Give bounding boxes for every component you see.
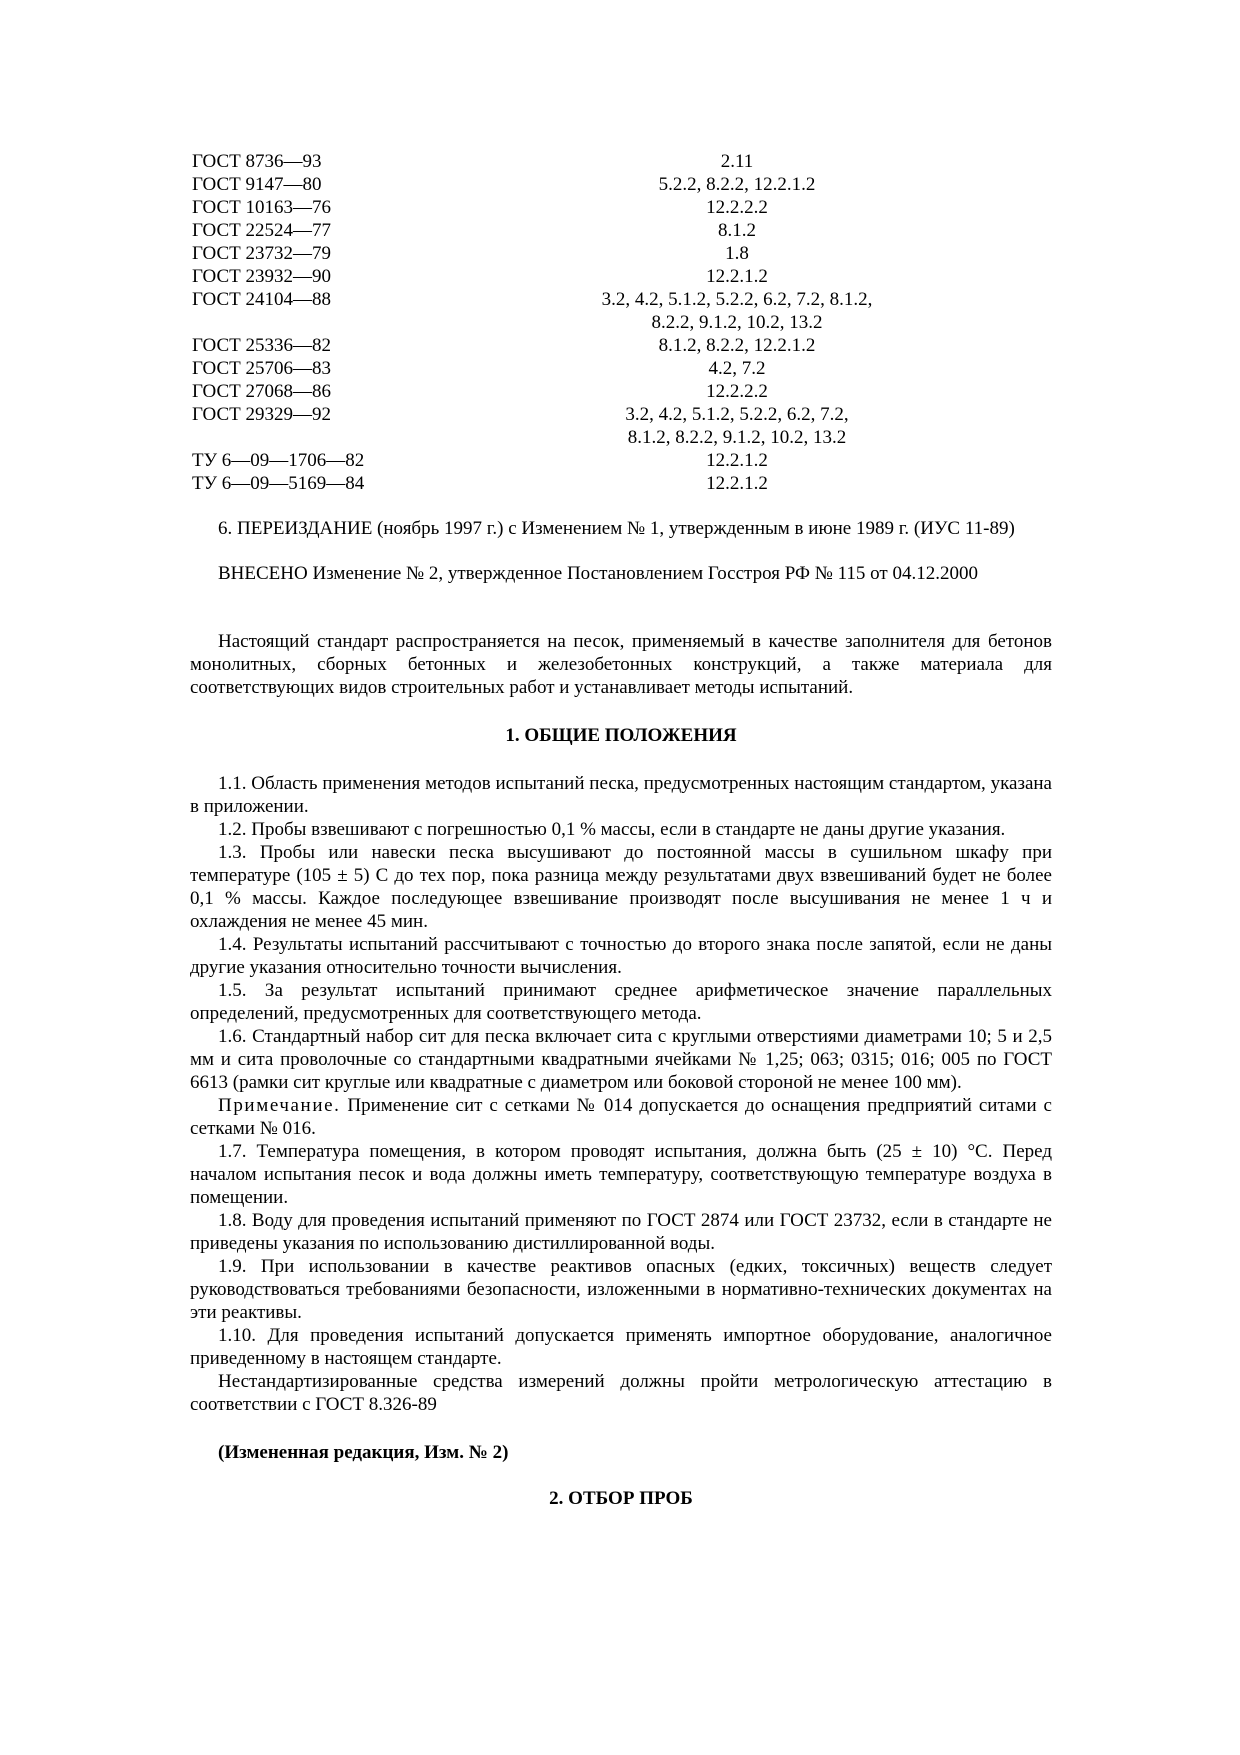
reference-row (190, 311, 1052, 334)
clause-1-10-continuation: Нестандартизированные средства измерений должны пройти метрологическую аттестацию в соответствии с ГОСТ 8.326-89 (190, 1371, 1052, 1415)
document-page (190, 150, 1052, 1510)
reference-standard: ГОСТ 8736—93 (192, 151, 322, 172)
section-2-title: 2. ОТБОР ПРОБ (549, 1488, 693, 1509)
reference-clauses: 4.2, 7.2 (708, 358, 766, 379)
section-1-title: 1. ОБЩИЕ ПОЛОЖЕНИЯ (505, 725, 737, 746)
reference-row (190, 426, 1052, 449)
edit-note: (Измененная редакция, Изм. № 2) (218, 1442, 509, 1463)
reference-standard: ГОСТ 24104—88 (192, 289, 331, 310)
reference-row (190, 334, 1052, 357)
clause-1-3: 1.3. Пробы или навески песка высушивают до постоянной массы в сушильном шкафу при температуре (105 ± 5) С до тех пор, пока разница между результатами двух взвешиваний будет не более 0,1 % массы. Каждое последующее взвешивание производят после высушивания не менее 1 ч и охлаждения не менее 45 мин. (190, 842, 1052, 932)
reference-standard: ТУ 6—09—1706—82 (192, 450, 365, 471)
clause-1-9: 1.9. При использовании в качестве реактивов опасных (едких, токсичных) веществ следует руководствоваться требованиями безопасности, изложенными в нормативно-технических документах на эти реактивы. (190, 1256, 1052, 1323)
clause-1-6: 1.6. Стандартный набор сит для песка включает сита с круглыми отверстиями диаметрами 10; 5 и 2,5 мм и сита проволочные со стандартными квадратными ячейками № 1,25; 063; 0315; 016; 005 по ГОСТ 6613 (рамки сит круглые или квадратные с диаметром или боковой стороной не менее 100 мм). (190, 1026, 1052, 1093)
reference-row (190, 357, 1052, 380)
scope-paragraph: Настоящий стандарт распространяется на песок, применяемый в качестве заполнителя для бетонов монолитных, сборных бетонных и железобетонных конструкций, а также материала для соответствующих видов строительных работ и устанавливает методы испытаний. (190, 631, 1052, 698)
clause-1-4: 1.4. Результаты испытаний рассчитывают с точностью до второго знака после запятой, если не даны другие указания относительно точности вычисления. (190, 934, 1052, 978)
reference-row (190, 173, 1052, 196)
reference-standard: ГОСТ 25336—82 (192, 335, 331, 356)
reference-row (190, 265, 1052, 288)
reference-standard: ГОСТ 9147—80 (192, 174, 322, 195)
reference-standard: ГОСТ 29329—92 (192, 404, 331, 425)
reference-table-body (190, 150, 1052, 495)
reference-clauses: 8.1.2 (718, 220, 756, 241)
clause-1-5: 1.5. За результат испытаний принимают среднее арифметическое значение параллельных определений, предусмотренных для соответствующего метода. (190, 980, 1052, 1024)
clause-1-8: 1.8. Воду для проведения испытаний применяют по ГОСТ 2874 или ГОСТ 23732, если в стандарте не приведены указания по использованию дистиллированной воды. (190, 1210, 1052, 1254)
reissue-note: 6. ПЕРЕИЗДАНИЕ (ноябрь 1997 г.) с Изменением № 1, утвержденным в июне 1989 г. (ИУС 11-89) (218, 518, 1015, 539)
reference-clauses: 12.2.1.2 (706, 266, 768, 287)
clause-1-6-note (190, 1094, 1052, 1140)
reference-row (190, 219, 1052, 242)
reference-clauses: 12.2.2.2 (706, 197, 768, 218)
reference-standard: ГОСТ 27068—86 (192, 381, 331, 402)
reference-clauses: 12.2.1.2 (706, 473, 768, 494)
clause-1-2: 1.2. Пробы взвешивают с погрешностью 0,1 % массы, если в стандарте не даны другие указания. (218, 819, 1006, 840)
reference-clauses: 2.11 (720, 151, 754, 172)
reference-clauses: 8.1.2, 8.2.2, 9.1.2, 10.2, 13.2 (627, 427, 847, 448)
note-label: Примечание. (218, 1095, 341, 1116)
reference-row (190, 242, 1052, 265)
reference-row (190, 288, 1052, 311)
section-1-body (190, 772, 1052, 1464)
reference-clauses: 8.1.2, 8.2.2, 12.2.1.2 (658, 335, 816, 356)
reference-standard: ГОСТ 23732—79 (192, 243, 331, 264)
reference-row (190, 380, 1052, 403)
reference-clauses: 8.2.2, 9.1.2, 10.2, 13.2 (651, 312, 823, 333)
reference-standard (190, 311, 492, 334)
reference-clauses: 3.2, 4.2, 5.1.2, 5.2.2, 6.2, 7.2, (625, 404, 849, 425)
reference-row (190, 472, 1052, 495)
reference-clauses: 1.8 (725, 243, 749, 264)
reference-table (190, 150, 1052, 495)
reference-standard: ТУ 6—09—5169—84 (192, 473, 365, 494)
reference-clauses: 3.2, 4.2, 5.1.2, 5.2.2, 6.2, 7.2, 8.1.2, (601, 289, 873, 310)
amendment-note: ВНЕСЕНО Изменение № 2, утвержденное Постановлением Госстроя РФ № 115 от 04.12.2000 (218, 563, 978, 584)
reference-row (190, 449, 1052, 472)
reference-standard: ГОСТ 23932—90 (192, 266, 331, 287)
note-text: Применение сит с сетками № 014 допускается до оснащения предприятий ситами с сетками № 016. (190, 1095, 1052, 1139)
reference-clauses: 5.2.2, 8.2.2, 12.2.1.2 (658, 174, 816, 195)
reference-standard: ГОСТ 10163—76 (192, 197, 331, 218)
clause-1-1: 1.1. Область применения методов испытаний песка, предусмотренных настоящим стандартом, указана в приложении. (190, 773, 1052, 817)
reference-standard: ГОСТ 25706—83 (192, 358, 331, 379)
reference-standard: ГОСТ 22524—77 (192, 220, 331, 241)
reference-clauses: 12.2.2.2 (706, 381, 768, 402)
reference-standard (190, 426, 492, 449)
clause-1-7: 1.7. Температура помещения, в котором проводят испытания, должна быть (25 ± 10) °С. Перед началом испытания песок и вода должны иметь температуру, соответствующую температуре воздуха в помещении. (190, 1141, 1052, 1208)
reference-clauses: 12.2.1.2 (706, 450, 768, 471)
reference-row (190, 403, 1052, 426)
clause-1-10: 1.10. Для проведения испытаний допускается применять импортное оборудование, аналогичное приведенному в настоящем стандарте. (190, 1325, 1052, 1369)
reference-row (190, 150, 1052, 173)
reference-row (190, 196, 1052, 219)
